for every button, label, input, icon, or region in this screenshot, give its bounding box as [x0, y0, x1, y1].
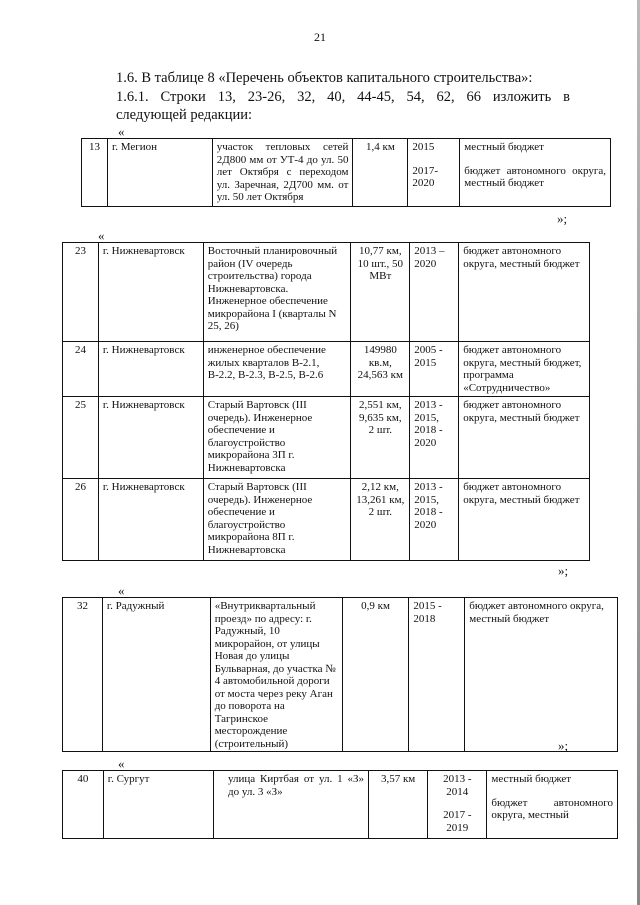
- objects-table: [62, 770, 618, 839]
- subheading-word: 44-45,: [357, 89, 395, 105]
- subheading-word: 62,: [436, 89, 455, 105]
- years-cell: 2015 - 2018: [409, 598, 465, 752]
- opening-quote: «: [118, 124, 125, 139]
- funding-cell: бюджет автономного округа, местный бюджет, программа «Сотрудничество»: [459, 342, 590, 397]
- city-cell: г. Нижневартовск: [98, 397, 203, 479]
- years-cell: 2013 – 2020: [410, 243, 459, 342]
- subheading-word: в: [563, 89, 570, 105]
- table-row: [63, 598, 618, 752]
- capacity-cell: 1,4 км: [353, 139, 408, 207]
- capacity-cell: 2,12 км, 13,261 км, 2 шт.: [351, 479, 410, 561]
- city-cell: г. Мегион: [107, 139, 212, 207]
- subheading-word: Строки: [160, 89, 206, 105]
- subheading-word: 1.6.1.: [116, 89, 149, 105]
- years-value: 2017 - 2019: [443, 809, 472, 834]
- subheading-word: 13,: [217, 89, 236, 105]
- table-row: [63, 243, 590, 342]
- years-cell: 2013 - 2015, 2018 - 2020: [410, 479, 459, 561]
- subheading-word: 32,: [297, 89, 316, 105]
- capacity-cell: 149980 кв.м, 24,563 км: [351, 342, 410, 397]
- row-number: 25: [63, 397, 99, 479]
- capacity-cell: 0,9 км: [342, 598, 409, 752]
- row-number: 26: [63, 479, 99, 561]
- table-row: [63, 342, 590, 397]
- years-value: 2015: [412, 141, 435, 153]
- object-cell: Старый Вартовск (III очередь). Инженерное обеспечение и благоустройство микрорайона 3П г. Нижневартовска: [203, 397, 351, 479]
- city-cell: г. Нижневартовск: [98, 479, 203, 561]
- object-cell: инженерное обеспечение жилых кварталов В-2.1, В-2.2, В-2.3, В-2.5, В-2.6: [203, 342, 351, 397]
- row-number: 13: [82, 139, 108, 207]
- subheading-word: 23-26,: [247, 89, 286, 105]
- row-number: 24: [63, 342, 99, 397]
- objects-table: [62, 597, 618, 752]
- subheading-word: изложить: [492, 89, 552, 105]
- subheading-word: 66: [466, 89, 482, 105]
- years-cell: 2013 - 2015, 2018 - 2020: [410, 397, 459, 479]
- capacity-cell: 2,551 км, 9,635 км, 2 шт.: [351, 397, 410, 479]
- years-value: 2017-2020: [412, 164, 438, 189]
- funding-cell: [487, 771, 618, 839]
- opening-quote: «: [98, 228, 105, 243]
- section-subheading-end: следующей редакции:: [116, 107, 253, 123]
- city-cell: г. Нижневартовск: [98, 243, 203, 342]
- years-cell: 2005 - 2015: [410, 342, 459, 397]
- funding-cell: бюджет автономного округа, местный бюджет: [459, 397, 590, 479]
- funding-value: бюджет автономного округа, местный бюджет: [464, 164, 606, 189]
- object-cell: Старый Вартовск (III очередь). Инженерное обеспечение и благоустройство микрорайона 8П г. Нижневартовска: [203, 479, 351, 561]
- funding-cell: бюджет автономного округа, местный бюджет: [465, 598, 618, 752]
- section-heading: 1.6. В таблице 8 «Перечень объектов капитального строительства»:: [116, 70, 533, 86]
- table-row: [63, 397, 590, 479]
- row-number: 40: [63, 771, 104, 839]
- opening-quote: «: [118, 583, 125, 598]
- years-cell: [428, 771, 487, 839]
- table-row: [63, 479, 590, 561]
- table-row: [63, 771, 618, 839]
- funding-cell: бюджет автономного округа, местный бюджет: [459, 243, 590, 342]
- capacity-cell: 10,77 км, 10 шт., 50 МВт: [351, 243, 410, 342]
- object-cell: «Внутриквартальный проезд» по адресу: г. Радужный, 10 микрорайон, от улицы Новая до улицы Бульварная, до участка № 4 автомобильной дороги от моста через реку Аган до поворота на Тагринское месторождение (строительный): [210, 598, 342, 752]
- city-cell: г. Сургут: [103, 771, 213, 839]
- funding-cell: [460, 139, 611, 207]
- row-number: 23: [63, 243, 99, 342]
- funding-cell: бюджет автономного округа, местный бюджет: [459, 479, 590, 561]
- page-number: 21: [314, 30, 326, 44]
- table-row: [82, 139, 611, 207]
- subheading-word: 40,: [327, 89, 346, 105]
- objects-table: [62, 242, 590, 561]
- object-cell: улица Киртбая от ул. 1 «З» до ул. 3 «З»: [213, 771, 368, 839]
- row-number: 32: [63, 598, 103, 752]
- section-subheading: [116, 89, 570, 106]
- funding-value: местный бюджет: [464, 141, 544, 153]
- years-cell: [408, 139, 460, 207]
- objects-table: [81, 138, 611, 207]
- closing-quote: »;: [558, 738, 569, 753]
- funding-value: бюджет автономного округа, местный: [491, 796, 613, 821]
- funding-value: местный бюджет: [491, 773, 572, 785]
- capacity-cell: 3,57 км: [369, 771, 428, 839]
- city-cell: г. Радужный: [102, 598, 210, 752]
- city-cell: г. Нижневартовск: [98, 342, 203, 397]
- opening-quote: «: [118, 756, 125, 771]
- closing-quote: »;: [558, 563, 569, 578]
- subheading-word: 54,: [406, 89, 425, 105]
- closing-quote: »;: [557, 211, 568, 226]
- years-value: 2013 - 2014: [443, 773, 472, 798]
- object-cell: Восточный планировочный район (IV очередь строительства) города Нижневартовска. Инженерное обеспечение микрорайона I (кварталы N 25, 26): [203, 243, 351, 342]
- object-cell: участок тепловых сетей 2Д800 мм от УТ-4 до ул. 50 лет Октября с переходом ул. Заречная, 2Д700 мм. от ул. 50 лет Октября: [212, 139, 353, 207]
